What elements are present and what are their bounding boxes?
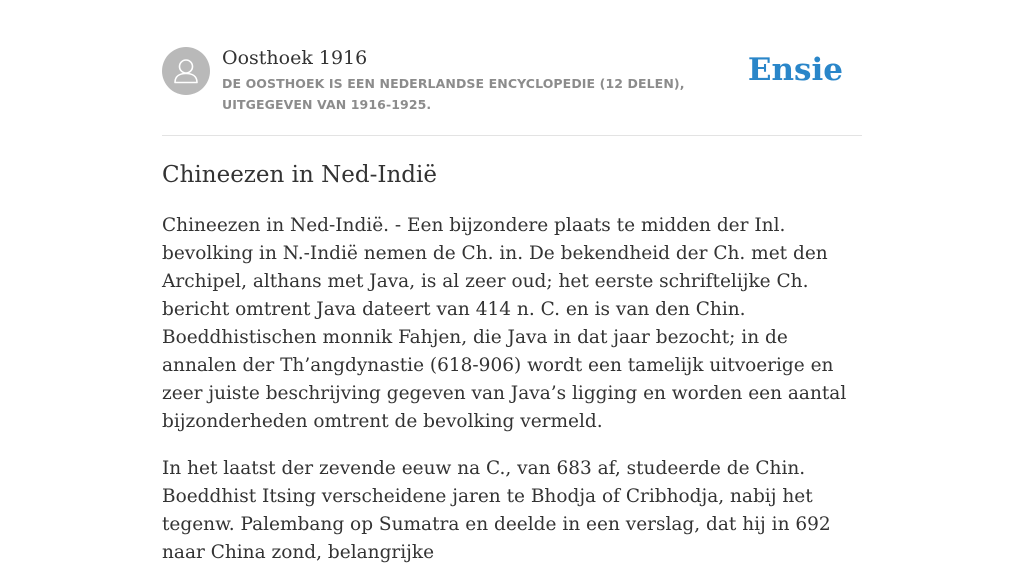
ensie-logo-link[interactable]: Ensie <box>747 52 843 88</box>
author-info <box>222 45 762 115</box>
article-paragraph: Chineezen in Ned-Indië. - Een bijzondere plaats te midden der Inl. bevolking in N.-Indië nemen de Ch. in. De bekendheid der Ch. met den Archipel, althans met Java, is al zeer oud; het eerste schriftelijke Ch. bericht omtrent Java dateert van 414 n. C. en is van den Chin. Boeddhistischen monnik Fahjen, die Java in dat jaar bezocht; in de annalen der Th’angdynastie (618-906) wordt een tamelijk uitvoerige en zeer juiste beschrijving gegeven van Java’s ligging en worden een aantal bijzonderheden omtrent de bevolking vermeld. <box>162 215 847 432</box>
article-body <box>162 212 862 586</box>
author-avatar[interactable] <box>162 47 210 95</box>
author-description: DE OOSTHOEK IS EEN NEDERLANDSE ENCYCLOPEDIE (12 DELEN), UITGEGEVEN VAN 1916-1925. <box>222 76 685 112</box>
author-header <box>162 0 862 136</box>
article-title: Chineezen in Ned-Indië <box>162 162 437 188</box>
page <box>162 0 862 563</box>
author-name-link[interactable]: Oosthoek 1916 <box>222 47 368 69</box>
user-silhouette-icon <box>162 47 210 95</box>
article-paragraph: In het laatst der zevende eeuw na C., van 683 af, studeerde de Chin. Boeddhist Itsing verscheidene jaren te Bhodja of Cribhodja, nabij het tegenw. Palembang op Sumatra en deelde in een verslag, dat hij in 692 naar China zond, belangrijke <box>162 458 831 563</box>
